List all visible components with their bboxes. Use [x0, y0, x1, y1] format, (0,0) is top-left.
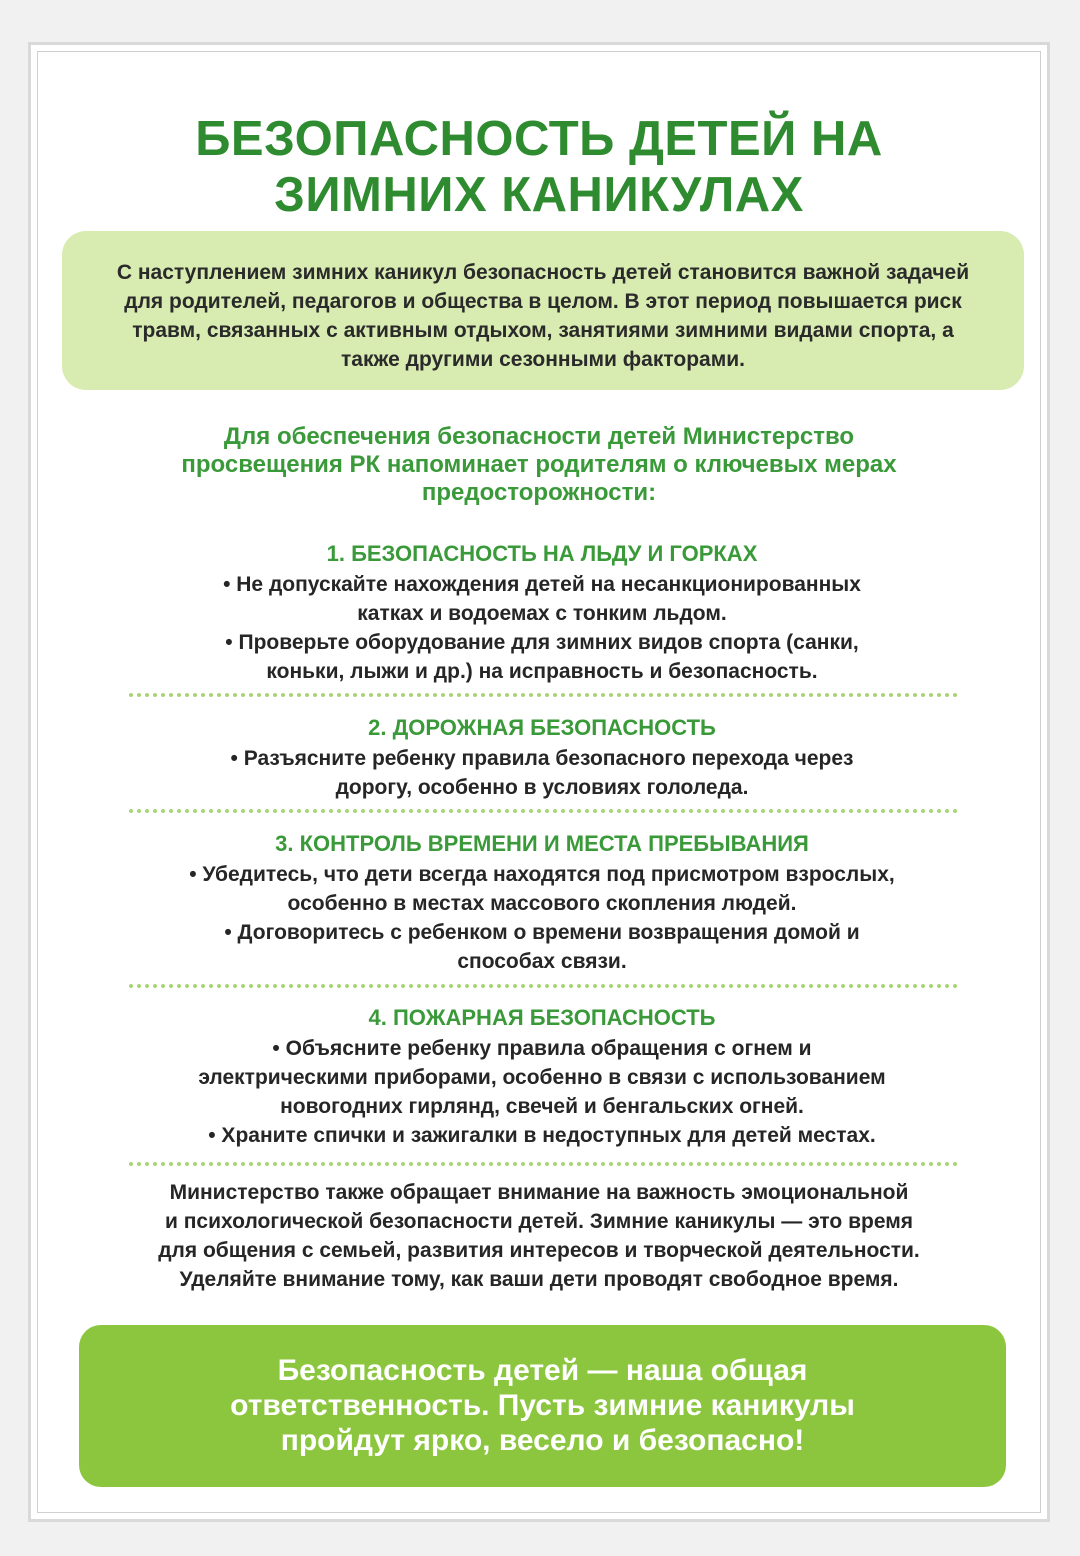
bullet-item: • Не допускайте нахождения детей на несанкционированных катках и водоемах с тонким льдом.: [223, 573, 861, 625]
bullet-item: • Разъясните ребенку правила безопасного перехода через дорогу, особенно в условиях гололеда.: [230, 747, 854, 799]
bullet-item: • Объясните ребенку правила обращения с огнем и электрическими приборами, особенно в связи с использованием новогодних гирлянд, свечей и бенгальских огней.: [198, 1037, 886, 1118]
bullet-item: • Договоритесь с ребенком о времени возвращения домой и способах связи.: [224, 921, 860, 973]
dotted-divider: [127, 983, 957, 989]
section-heading: 2. ДОРОЖНАЯ БЕЗОПАСНОСТЬ: [368, 715, 716, 740]
section-ice-slides: [121, 541, 963, 686]
section-heading: 3. КОНТРОЛЬ ВРЕМЕНИ И МЕСТА ПРЕБЫВАНИЯ: [275, 831, 809, 856]
section-heading: 4. ПОЖАРНАЯ БЕЗОПАСНОСТЬ: [368, 1005, 716, 1030]
bullet-item: • Убедитесь, что дети всегда находятся под присмотром взрослых, особенно в местах массового скопления людей.: [189, 863, 895, 915]
bullet-item: • Проверьте оборудование для зимних видов спорта (санки, коньки, лыжи и др.) на исправность и безопасность.: [225, 631, 859, 683]
section-time-place-control: [121, 831, 963, 976]
dotted-divider: [127, 1161, 957, 1167]
section-fire-safety: [121, 1005, 963, 1150]
cta-text: Безопасность детей — наша общая ответственность. Пусть зимние каникулы пройдут ярко, весело и безопасно!: [230, 1354, 855, 1457]
intro-text: С наступлением зимних каникул безопасность детей становится важной задачей для родителей, педагогов и общества в целом. В этот период повышается риск травм, связанных с активным отдыхом, занятиями зимними видами спорта, а также другими сезонными факторами.: [116, 261, 970, 371]
poster: [28, 42, 1050, 1522]
closing-paragraph: Министерство также обращает внимание на важность эмоциональной и психологической безопасности детей. Зимние каникулы — это время для общения с семьей, развития интересов и творческой деятельности. Уделяйте внимание тому, как ваши дети проводят свободное время.: [158, 1181, 920, 1291]
intro-box: [62, 231, 1024, 390]
lead-paragraph: Для обеспечения безопасности детей Министерство просвещения РК напоминает родителям о ключевых мерах предосторожности:: [181, 423, 897, 506]
section-road-safety: [121, 715, 963, 802]
bullet-item: • Храните спички и зажигалки в недоступных для детей местах.: [208, 1124, 876, 1147]
dotted-divider: [127, 808, 957, 814]
dotted-divider: [127, 692, 957, 698]
cta-box: [79, 1325, 1006, 1487]
section-heading: 1. БЕЗОПАСНОСТЬ НА ЛЬДУ И ГОРКАХ: [326, 541, 758, 566]
poster-title: БЕЗОПАСНОСТЬ ДЕТЕЙ НА ЗИМНИХ КАНИКУЛАХ: [195, 112, 883, 222]
